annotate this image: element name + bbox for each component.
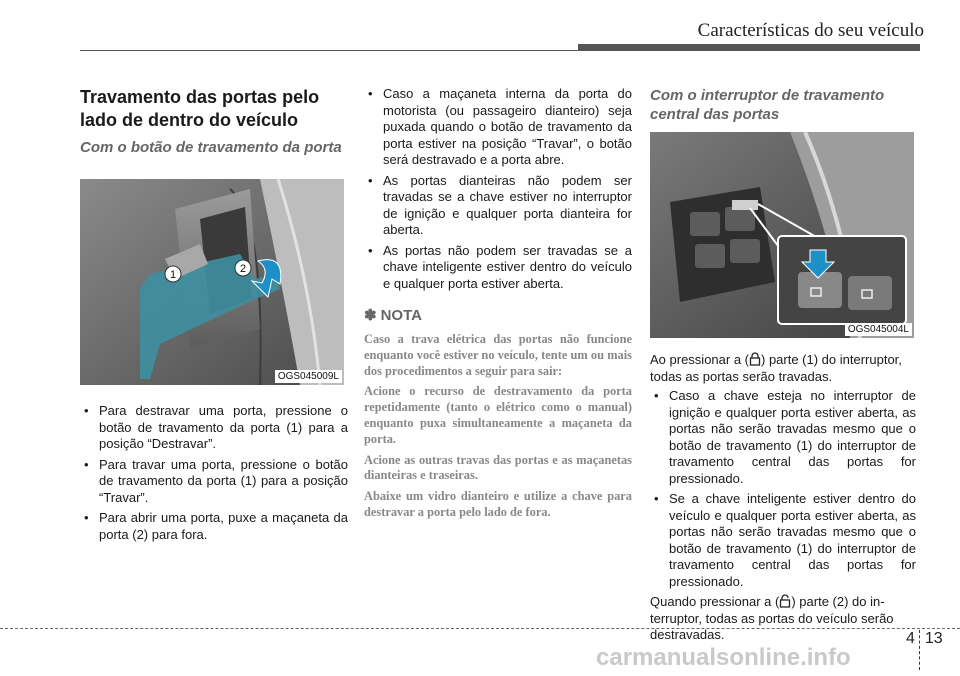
list-item: • Para destravar uma porta, pressione o botão de travamento da porta (1) para a posição “Destravar”. (80, 403, 348, 453)
callout-1: 1 (169, 269, 177, 281)
door-handle-photo (80, 179, 344, 385)
list-item: • As portas dianteiras não podem ser travadas se a chave estiver no interruptor de ignição e qualquer porta dianteira for aberta. (364, 173, 632, 239)
note-paragraph: Acione as outras travas das portas e as maçanetas dianteiras e traseiras. (364, 452, 632, 483)
note-paragraph: Abaixe um vidro dianteiro e utilize a chave para destravar a porta pelo lado de fora. (364, 489, 632, 519)
column-1 (80, 86, 348, 547)
chapter-number: 4 (906, 630, 915, 647)
section-subheading: Com o interruptor de travamento central das portas (650, 87, 885, 123)
star-icon: ✽ (364, 307, 377, 324)
image-code: OGS045009L (275, 370, 342, 383)
list-item: • Para travar uma porta, pressione o botão de travamento da porta (1) para a posição “Travar”. (80, 457, 348, 507)
callout-2: 2 (239, 263, 247, 275)
door-handle-illustration (80, 179, 344, 385)
page-number (906, 630, 943, 670)
footer-rule (0, 628, 960, 629)
text-segment: Quando pressionar a ( (650, 594, 780, 609)
note-paragraph: Acione o recurso de destravamento da porta repetidamente (tanto o elétrico como o manual) enquanto puxa simultaneamente a maçaneta da porta. (364, 384, 632, 446)
note-heading (364, 306, 632, 324)
door-switch-illustration (650, 132, 914, 338)
list-item: • Se a chave inteligente estiver dentro do veículo e qualquer porta estiver aberta, as portas não serão travadas mesmo que o botão de travamento (1) do interruptor de travamento central das portas for pressionado. (650, 491, 916, 590)
text-segment: Ao pressionar a ( (650, 352, 749, 367)
column-2 (364, 86, 632, 526)
page-header-title: Características do seu veículo (697, 20, 924, 41)
lock-paragraph (650, 352, 916, 385)
section-heading: Travamento das portas pelo lado de dentro do veículo (80, 87, 320, 130)
unlock-icon (779, 594, 791, 608)
watermark: carmanualsonline.info (596, 644, 851, 671)
text-segment: ) parte (1) do interruptor, todas as portas serão travadas. (650, 352, 902, 384)
note-paragraph: Caso a trava elétrica das portas não funcione enquanto você estiver no veículo, tente um ou mais dos procedimentos a seguir para sair: (364, 332, 632, 378)
column-3 (650, 86, 916, 644)
list-item: • As portas não podem ser travadas se a chave inteligente estiver dentro do veículo e qualquer porta estiver aberta. (364, 243, 632, 293)
condition-list (650, 388, 916, 590)
header-bar (578, 44, 920, 51)
lock-icon (749, 352, 761, 366)
condition-list (364, 86, 632, 292)
list-item: • Caso a maçaneta interna da porta do motorista (ou passageiro dianteiro) seja puxada quando o botão de travamento da porta estiver na posição “Travar”, o botão será destravado e a porta abre. (364, 86, 632, 169)
image-code: OGS045004L (845, 323, 912, 336)
list-item: • Para abrir uma porta, puxe a maçaneta da porta (2) para fora. (80, 510, 348, 543)
note-title: NOTA (380, 307, 422, 324)
list-item: • Caso a chave esteja no interruptor de ignição e qualquer porta estiver aberta, as portas não serão travadas mesmo que o botão de travamento (1) do interruptor de travamento central das portas for pressionado. (650, 388, 916, 487)
section-subheading: Com o botão de travamento da porta (80, 139, 342, 156)
unlock-paragraph (650, 594, 916, 644)
central-lock-switch-photo (650, 132, 914, 338)
text-segment: ) parte (2) do interruptor, todas as portas do veículo serão destravadas. (650, 594, 894, 642)
page-number-value: 13 (924, 630, 943, 647)
instruction-list (80, 403, 348, 543)
